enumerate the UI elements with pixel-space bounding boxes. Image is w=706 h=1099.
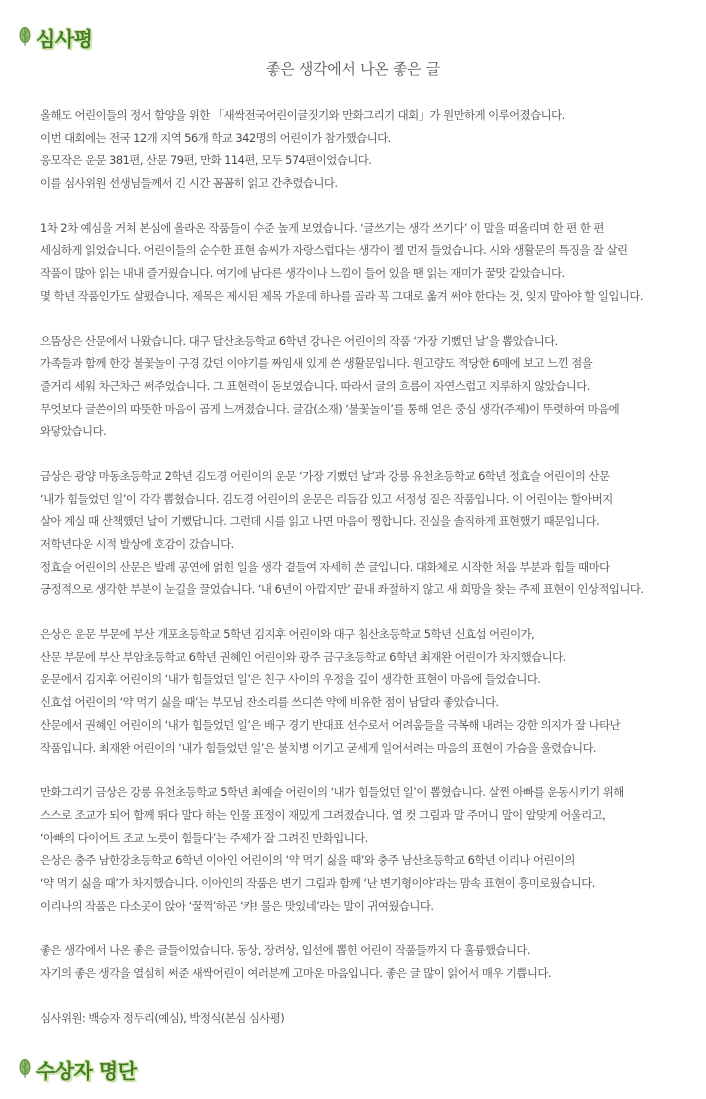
paragraph xyxy=(40,217,706,308)
paragraph-line: 세심하게 읽었습니다. 어린이들의 순수한 표현 솜씨가 자랑스럽다는 생각이 젤 먼저 들었습니다. 시와 생활문의 특징을 잘 살린 xyxy=(40,243,628,258)
paragraph-line: 1차 2차 예심을 거쳐 본심에 올라온 작품들이 수준 높게 보였습니다. ‘글쓰기는 생각 쓰기다’ 이 말을 떠올리며 한 편 한 편 xyxy=(40,220,604,235)
paragraph-line: 응모작은 운문 381편, 산문 79편, 만화 114편, 모두 574편이었습니다. xyxy=(40,153,372,168)
paragraph-line: 무엇보다 글쓴이의 따뜻한 마음이 곱게 느껴졌습니다. 글감(소재) ‘불꽃놀이’를 통해 얻은 중심 생각(주제)이 뚜렷하여 마음에 xyxy=(40,401,620,416)
section-heading-label: 수상자 명단 xyxy=(36,1058,137,1083)
paragraph-line: ‘약 먹기 싫을 때’가 차지했습니다. 이아인의 작품은 변기 그림과 함께 ‘난 변기형이야’라는 맘속 표현이 흥미로웠습니다. xyxy=(40,875,595,890)
paragraph-line: 와닿았습니다. xyxy=(40,424,107,439)
paragraph-line: 긍정적으로 생각한 부분이 눈길을 끌었습니다. ‘내 6년이 아깝지만’ 끝내 좌절하지 않고 새 희망을 찾는 주제 표현이 인상적입니다. xyxy=(40,582,644,597)
paragraph-line: ‘아빠의 다이어트 조교 노릇이 힘들다’는 주제가 잘 그려진 만화입니다. xyxy=(40,830,368,845)
paragraph-line: 살아 계실 때 산책했던 날이 기뻤답니다. 그런데 시를 읽고 나면 마음이 찡합니다. 진실을 솔직하게 표현했기 때문입니다. xyxy=(40,514,600,529)
paragraph-line: 이번 대회에는 전국 12개 지역 56개 학교 342명의 어린이가 참가했습니다. xyxy=(40,130,391,145)
paragraph-line: 은상은 충주 남한강초등학교 6학년 이아인 어린이의 ‘약 먹기 싫을 때’와 충주 남산초등학교 6학년 이리나 어린이의 xyxy=(40,853,575,868)
paragraph-line: 산문에서 권혜인 어린이의 ‘내가 힘들었던 일’은 배구 경기 반대표 선수로서 어려움들을 극복해 내려는 강한 의지가 잘 나타난 xyxy=(40,717,621,732)
paragraph xyxy=(40,939,706,984)
paragraph-line: 자기의 좋은 생각을 열심히 써준 새싹어린이 여러분께 고마운 마음입니다. 좋은 글 많이 읽어서 매우 기쁩니다. xyxy=(40,966,551,980)
paragraph-line: 심사위원: 백승자 정두리(예심), 박정식(본심 심사평) xyxy=(40,1010,285,1025)
section-heading-winners xyxy=(18,1054,137,1084)
section-heading-review xyxy=(18,22,92,52)
review-body xyxy=(40,104,706,1051)
leaf-icon xyxy=(18,1058,32,1080)
paragraph-line: 은상은 운문 부문에 부산 개포초등학교 5학년 김지후 어린이와 대구 침산초등학교 5학년 신효섭 어린이가, xyxy=(40,627,535,642)
leaf-icon xyxy=(18,26,32,48)
paragraph-line: 만화그리기 금상은 강릉 유천초등학교 5학년 최예슬 어린이의 ‘내가 힘들었던 일’이 뽑혔습니다. 살찐 아빠를 운동시키기 위해 xyxy=(40,785,624,800)
paragraph-line: 좋은 생각에서 나온 좋은 글들이었습니다. 동상, 장려상, 입선에 뽑힌 어린이 작품들까지 다 훌륭했습니다. xyxy=(40,943,530,958)
paragraph xyxy=(40,623,706,759)
paragraph-line: 운문에서 김지후 어린이의 ‘내가 힘들었던 일’은 친구 사이의 우정을 깊이 생각한 표현이 마음에 들었습니다. xyxy=(40,672,541,687)
paragraph xyxy=(40,1007,706,1030)
paragraph-line: 산문 부문에 부산 부암초등학교 6학년 권혜인 어린이와 광주 금구초등학교 6학년 최재완 어린이가 차지했습니다. xyxy=(40,649,566,664)
document-title: 좋은 생각에서 나온 좋은 글 xyxy=(266,60,440,78)
paragraph-line: 가족들과 함께 한강 불꽃놀이 구경 갔던 이야기를 짜임새 있게 쓴 생활문입니다. 원고량도 적당한 6매에 보고 느낀 점을 xyxy=(40,356,593,371)
paragraph-line: 올해도 어린이들의 정서 함양을 위한 「새싹전국어린이글짓기와 만화그리기 대회」가 원만하게 이루어졌습니다. xyxy=(40,108,565,122)
paragraph-line: 작품입니다. 최재완 어린이의 ‘내가 힘들었던 일’은 불치병 이기고 굳세게 일어서려는 마음의 표현이 가슴을 울렸습니다. xyxy=(40,740,597,755)
paragraph xyxy=(40,104,706,195)
paragraph-line: 신효섭 어린이의 ‘약 먹기 싫을 때’는 부모님 잔소리를 쓰디쓴 약에 비유한 점이 남달라 좋았습니다. xyxy=(40,695,499,710)
paragraph-line: 금상은 광양 마동초등학교 2학년 김도경 어린이의 운문 ‘가장 기뻤던 날’과 강릉 유천초등학교 6학년 정효슬 어린이의 산문 xyxy=(40,468,610,483)
paragraph-line: 작품이 많아 읽는 내내 즐거웠습니다. 여기에 남다른 생각이나 느낌이 들어 있을 땐 읽는 재미가 꿀맛 같았습니다. xyxy=(40,266,565,281)
paragraph-line: 몇 학년 작품인가도 살폈습니다. 제목은 제시된 제목 가운데 하나를 골라 꼭 그대로 옮겨 써야 한다는 것, 잊지 말아야 할 일입니다. xyxy=(40,288,643,303)
paragraph-line: 으뜸상은 산문에서 나왔습니다. 대구 달산초등학교 6학년 강나은 어린이의 작품 ‘가장 기뻤던 날’을 뽑았습니다. xyxy=(40,333,558,348)
paragraph-line: ‘내가 힘들었던 일’이 각각 뽑혔습니다. 김도경 어린이의 운문은 리듬감 있고 서정성 짙은 작품입니다. 이 어린이는 할아버지 xyxy=(40,491,613,506)
paragraph-line: 이를 심사위원 선생님들께서 긴 시간 꼼꼼히 읽고 간추렸습니다. xyxy=(40,176,338,191)
paragraph-line: 줄거리 세워 차근차근 써주었습니다. 그 표현력이 돋보였습니다. 따라서 글의 흐름이 자연스럽고 지루하지 않았습니다. xyxy=(40,378,590,393)
paragraph xyxy=(40,330,706,443)
paragraph xyxy=(40,781,706,917)
paragraph-line: 스스로 조교가 되어 함께 뛰다 말다 하는 인물 표정이 재밌게 그려졌습니다. 열 컷 그림과 말 주머니 말이 알맞게 어울리고, xyxy=(40,807,606,822)
section-heading-label: 심사평 xyxy=(36,26,93,51)
paragraph-line: 정효슬 어린이의 산문은 발레 공연에 얽힌 일을 생각 곁들여 자세히 쓴 글입니다. 대화체로 시작한 처음 부분과 힘들 때마다 xyxy=(40,559,610,574)
paragraph-line: 이리나의 작품은 다소곳이 앉아 ‘꿀꺽’하곤 ‘캬! 물은 맛있네’라는 말이 귀여웠습니다. xyxy=(40,898,434,913)
paragraph xyxy=(40,465,706,601)
paragraph-line: 저학년다운 시적 발상에 호감이 갔습니다. xyxy=(40,537,234,551)
